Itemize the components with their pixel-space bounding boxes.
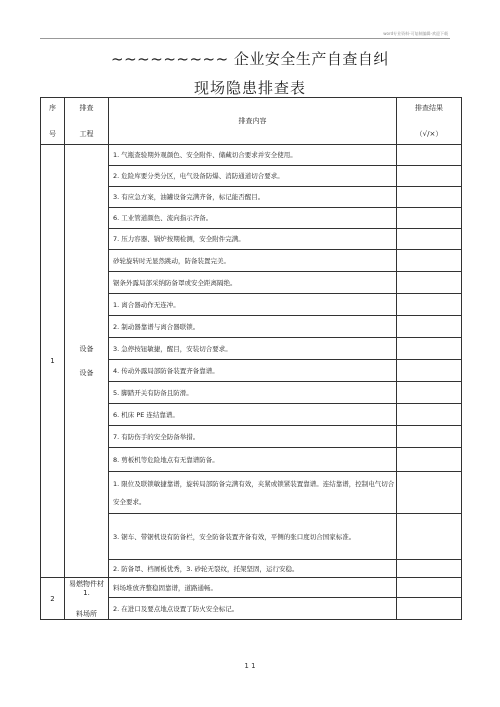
header-result-bottom: （√/×） xyxy=(415,130,443,138)
check-item: 4. 传动外露局部防备装置齐备靠谱。 xyxy=(109,360,397,382)
result-cell[interactable] xyxy=(397,382,462,404)
section-category-bottom: 设备 xyxy=(79,369,94,377)
header-cat-top: 排查 xyxy=(79,104,94,112)
result-cell[interactable] xyxy=(397,250,462,272)
result-cell[interactable] xyxy=(397,208,462,229)
result-cell[interactable] xyxy=(397,294,462,316)
result-cell[interactable] xyxy=(397,187,462,208)
result-cell[interactable] xyxy=(397,598,462,620)
result-cell[interactable] xyxy=(397,448,462,472)
check-item: 7. 压力容器、锅炉按期检测，安全附件完满。 xyxy=(109,229,397,250)
check-item: 2. 危险库要分类分区，电气设备防爆、消防通道切合要求。 xyxy=(109,166,397,187)
check-item: 1. 气瓶查验期外观颜色、安全附件、储藏切合要求并安全使用。 xyxy=(109,145,397,166)
check-item: 6. 工业管道颜色、流向指示齐备。 xyxy=(109,208,397,229)
section-category xyxy=(65,145,109,578)
header-no-bottom: 号 xyxy=(49,130,56,138)
result-cell[interactable] xyxy=(397,514,462,560)
hazard-check-table xyxy=(40,97,462,620)
section-no: 1 xyxy=(41,145,65,578)
section-category xyxy=(65,578,109,620)
section-no: 2 xyxy=(41,578,65,620)
table-header-row xyxy=(41,98,462,145)
check-item: 1. 离合器动作无连冲。 xyxy=(109,294,397,316)
check-item: 锯条外露局部采纳防备罩或安全距离隔绝。 xyxy=(109,272,397,294)
result-cell[interactable] xyxy=(397,145,462,166)
result-cell[interactable] xyxy=(397,578,462,598)
page-number: 1 1 xyxy=(244,662,256,670)
check-item: 2. 在进口及要点地点设置了防火安全标记。 xyxy=(109,598,397,620)
check-item: 3. 急停按钮敏捷，醒目，安装切合要求。 xyxy=(109,338,397,360)
result-cell[interactable] xyxy=(397,426,462,448)
check-item: 7. 有防伤手的安全防备举措。 xyxy=(109,426,397,448)
document-subtitle: 现场隐患排查表 xyxy=(193,79,306,97)
result-cell[interactable] xyxy=(397,560,462,578)
header-no xyxy=(41,98,65,145)
result-cell[interactable] xyxy=(397,472,462,514)
header-rule xyxy=(40,38,450,39)
header-result xyxy=(397,98,462,145)
header-content: 排查内容 xyxy=(109,98,397,145)
document-title: ~~~~~~~~~ 企业安全生产自查自纠 xyxy=(111,50,389,68)
header-cat-bottom: 工程 xyxy=(79,130,94,138)
section-category-top: 设备 xyxy=(79,345,94,353)
result-cell[interactable] xyxy=(397,166,462,187)
header-no-top: 序 xyxy=(49,104,56,112)
check-item: 3. 锯车、带锯机设有防备栏，安全防备装置齐备有效，平侧的张口度切合国家标准。 xyxy=(109,514,397,560)
check-item: 2. 防备罩、档屑板优秀，3. 砂轮无裂纹，托架坚固，运行安稳。 xyxy=(109,560,397,578)
check-item: 1. 限位及联锁敏捷靠谱，旋转局部防备完满有效，夹紧或锁紧装置靠谱。连结靠谱，控制电气切合安全要求。 xyxy=(109,472,397,514)
header-category xyxy=(65,98,109,145)
header-note: word专业资料-可复制编辑-欢迎下载 xyxy=(383,31,448,36)
result-cell[interactable] xyxy=(397,404,462,426)
table-row xyxy=(41,145,462,166)
result-cell[interactable] xyxy=(397,316,462,338)
table-row xyxy=(41,578,462,598)
header-result-top: 排查结果 xyxy=(415,104,443,112)
result-cell[interactable] xyxy=(397,360,462,382)
check-item: 5. 脚踏开关有防备且防滑。 xyxy=(109,382,397,404)
check-item: 砂轮旋转时无显然跳动，防备装置完美。 xyxy=(109,250,397,272)
check-item: 8. 剪板机等危险地点有无靠谱防备。 xyxy=(109,448,397,472)
check-item: 料场堆放齐整稳固靠谱，道路通畅。 xyxy=(109,578,397,598)
result-cell[interactable] xyxy=(397,272,462,294)
check-item: 3. 有应急方案，油罐设备完满齐备，标记能否醒目。 xyxy=(109,187,397,208)
section-category-bottom: 料场所 xyxy=(76,609,97,618)
result-cell[interactable] xyxy=(397,338,462,360)
check-item: 6. 机床 PE 连结靠谱。 xyxy=(109,404,397,426)
result-cell[interactable] xyxy=(397,229,462,250)
check-item: 2. 制动器靠谱与离合器联锁。 xyxy=(109,316,397,338)
section-category-top: 易燃物件材 1. xyxy=(69,579,104,597)
